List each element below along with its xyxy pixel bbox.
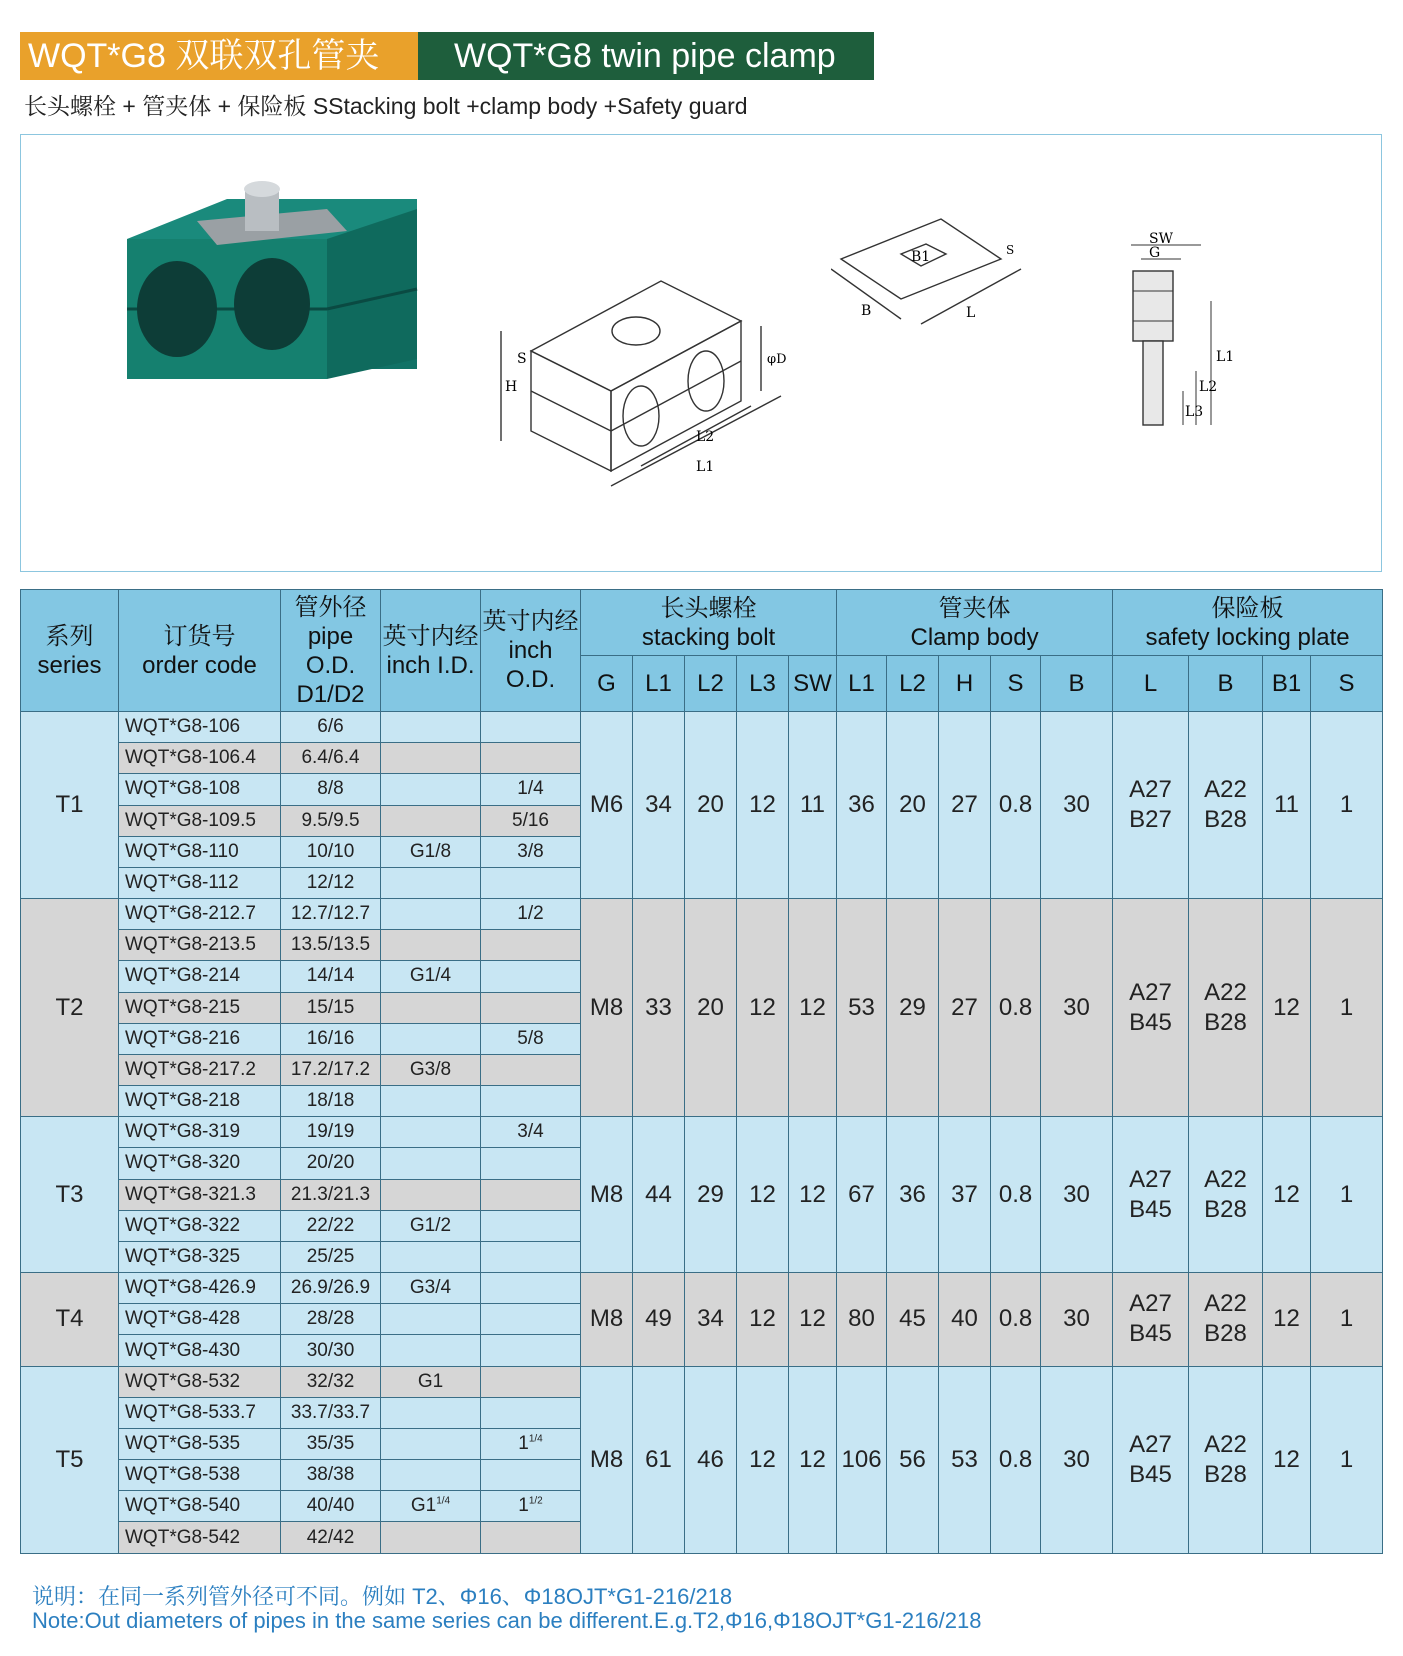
header-pipe-en3: D1/D2 [296, 680, 365, 708]
header-stacking-bolt [581, 590, 837, 656]
series-cell: T4 [21, 1273, 119, 1367]
header-pipe-en2: O.D. [305, 651, 356, 679]
pipe-od-cell: 8/8 [281, 774, 381, 805]
spec-cell-g: M6 [581, 712, 633, 899]
note-english: Note:Out diameters of pipes in the same series can be different.E.g.T2,Φ16,Φ18OJT*G1-216/218 [32, 1608, 982, 1633]
label-l2: L2 [696, 429, 715, 445]
series-cell: T3 [21, 1117, 119, 1273]
inch-od-value: 1/2 [517, 903, 544, 925]
plate-b-cell [1189, 899, 1263, 1117]
plate-b1-cell: 12 [1263, 899, 1311, 1117]
spec-cell-bl2: 20 [685, 899, 737, 1117]
spec-cell-bl3: 12 [737, 1366, 789, 1553]
spec-cell-sw: 12 [789, 899, 837, 1117]
spec-cell-h: 37 [939, 1117, 991, 1273]
label-b1: B1 [911, 249, 931, 265]
spec-cell-h: 53 [939, 1366, 991, 1553]
inch-od-cell [481, 1366, 581, 1397]
order-code-cell: WQT*G8-426.9 [119, 1273, 281, 1304]
label-bolt-l2: L2 [1199, 379, 1218, 395]
pipe-od-cell: 22/22 [281, 1210, 381, 1241]
subheader-plate-b1: B1 [1263, 656, 1311, 712]
spec-cell-bl1: 34 [633, 712, 685, 899]
pipe-od-cell: 33.7/33.7 [281, 1397, 381, 1428]
order-code-cell: WQT*G8-319 [119, 1117, 281, 1148]
spec-cell-b: 30 [1041, 1366, 1113, 1553]
order-code-cell: WQT*G8-320 [119, 1148, 281, 1179]
subheader-plate-l: L [1113, 656, 1189, 712]
header-id-en: inch I.D. [386, 651, 475, 679]
series-cell: T5 [21, 1366, 119, 1553]
spec-cell-s: 0.8 [991, 712, 1041, 899]
header-series [21, 590, 119, 712]
inch-id-cell [381, 899, 481, 930]
pipe-od-cell: 30/30 [281, 1335, 381, 1366]
header-plate-en: safety locking plate [1145, 623, 1350, 651]
spec-cell-bl2: 20 [685, 712, 737, 899]
clamp-photo [117, 179, 427, 409]
plate-b-b: B28 [1204, 1195, 1247, 1223]
inch-od-cell [481, 1148, 581, 1179]
inch-od-value: 3/4 [517, 1121, 544, 1143]
inch-id-cell [381, 1148, 481, 1179]
subheader-body-h: H [939, 656, 991, 712]
title-english: WQT*G8 twin pipe clamp [418, 32, 874, 80]
plate-l-b: B45 [1129, 1008, 1172, 1036]
inch-od-cell [481, 1086, 581, 1117]
spec-cell-h: 27 [939, 712, 991, 899]
inch-id-cell [381, 1117, 481, 1148]
inch-id-cell [381, 836, 481, 867]
order-code-cell: WQT*G8-321.3 [119, 1179, 281, 1210]
inch-id-cell [381, 1273, 481, 1304]
plate-b1-cell: 12 [1263, 1273, 1311, 1367]
inch-id-cell [381, 805, 481, 836]
inch-od-fraction: 1/2 [528, 1496, 543, 1508]
spec-cell-bl1: 49 [633, 1273, 685, 1367]
pipe-od-cell: 18/18 [281, 1086, 381, 1117]
plate-l-a: A27 [1129, 978, 1172, 1006]
inch-id-value: G1 [410, 1495, 437, 1517]
inch-id-cell [381, 1397, 481, 1428]
header-order-code [119, 590, 281, 712]
table-row [21, 1273, 1383, 1304]
pipe-od-cell: 6.4/6.4 [281, 743, 381, 774]
product-figure-panel [20, 134, 1382, 572]
header-body-cn: 管夹体 [938, 594, 1011, 622]
title-chinese: WQT*G8 双联双孔管夹 [20, 32, 418, 80]
plate-l-a: A27 [1129, 776, 1172, 804]
inch-od-fraction: 1/4 [528, 1433, 543, 1445]
inch-id-value: G1 [417, 1370, 444, 1392]
inch-od-cell [481, 1179, 581, 1210]
inch-id-cell [381, 992, 481, 1023]
plate-l-cell [1113, 1273, 1189, 1367]
plate-b-b: B28 [1204, 1320, 1247, 1348]
pipe-od-cell: 35/35 [281, 1428, 381, 1459]
bolt-drawing [1121, 231, 1251, 441]
inch-od-cell [481, 899, 581, 930]
inch-id-cell [381, 1428, 481, 1459]
plate-b-a: A22 [1204, 1165, 1247, 1193]
pipe-od-cell: 10/10 [281, 836, 381, 867]
inch-id-cell [381, 1460, 481, 1491]
spec-cell-cl1: 53 [837, 899, 887, 1117]
spec-cell-cl1: 36 [837, 712, 887, 899]
inch-od-cell [481, 1491, 581, 1522]
subheader-bolt-l3: L3 [737, 656, 789, 712]
subheader-bolt-l2: L2 [685, 656, 737, 712]
spec-cell-b: 30 [1041, 712, 1113, 899]
subheader-body-l2: L2 [887, 656, 939, 712]
inch-od-cell [481, 1460, 581, 1491]
spec-cell-cl2: 29 [887, 899, 939, 1117]
spec-cell-bl2: 29 [685, 1117, 737, 1273]
subheader-bolt-l1: L1 [633, 656, 685, 712]
inch-od-value: 1 [518, 1495, 529, 1517]
spec-cell-g: M8 [581, 1273, 633, 1367]
label-bolt-l1: L1 [1216, 349, 1235, 365]
spec-cell-sw: 12 [789, 1273, 837, 1367]
inch-id-value: G1/2 [409, 1214, 452, 1236]
spec-cell-bl3: 12 [737, 899, 789, 1117]
inch-od-cell [481, 1273, 581, 1304]
inch-od-cell [481, 1397, 581, 1428]
inch-id-cell [381, 1366, 481, 1397]
order-code-cell: WQT*G8-540 [119, 1491, 281, 1522]
table-row [21, 899, 1383, 930]
order-code-cell: WQT*G8-109.5 [119, 805, 281, 836]
spec-cell-cl2: 20 [887, 712, 939, 899]
label-l: L [966, 305, 976, 321]
table-row [21, 712, 1383, 743]
plate-l-a: A27 [1129, 1430, 1172, 1458]
inch-od-cell [481, 992, 581, 1023]
order-code-cell: WQT*G8-108 [119, 774, 281, 805]
pipe-od-cell: 21.3/21.3 [281, 1179, 381, 1210]
spec-cell-bl3: 12 [737, 712, 789, 899]
inch-od-value: 3/8 [517, 840, 544, 862]
spec-cell-bl1: 44 [633, 1117, 685, 1273]
spec-cell-b: 30 [1041, 899, 1113, 1117]
table-row [21, 1117, 1383, 1148]
order-code-cell: WQT*G8-215 [119, 992, 281, 1023]
inch-id-cell [381, 1179, 481, 1210]
spec-cell-cl1: 106 [837, 1366, 887, 1553]
spec-cell-sw: 12 [789, 1117, 837, 1273]
header-pipe-od [281, 590, 381, 712]
inch-od-cell [481, 805, 581, 836]
label-phi-d: φD [767, 352, 787, 367]
spec-cell-bl1: 33 [633, 899, 685, 1117]
order-code-cell: WQT*G8-533.7 [119, 1397, 281, 1428]
inch-id-fraction: 1/4 [436, 1496, 451, 1508]
inch-od-cell [481, 961, 581, 992]
inch-id-cell [381, 961, 481, 992]
plate-l-cell [1113, 712, 1189, 899]
inch-id-cell [381, 1210, 481, 1241]
inch-id-cell [381, 1335, 481, 1366]
label-sw: SW [1149, 231, 1173, 247]
order-code-cell: WQT*G8-325 [119, 1241, 281, 1272]
pipe-od-cell: 13.5/13.5 [281, 930, 381, 961]
pipe-od-cell: 26.9/26.9 [281, 1273, 381, 1304]
spec-cell-sw: 11 [789, 712, 837, 899]
inch-od-cell [481, 867, 581, 898]
inch-id-value: G1/8 [409, 840, 452, 862]
pipe-od-cell: 9.5/9.5 [281, 805, 381, 836]
subtitle: 长头螺栓 + 管夹体 + 保险板 SStacking bolt +clamp body +Safety guard [24, 93, 748, 119]
order-code-cell: WQT*G8-532 [119, 1366, 281, 1397]
header-bolt-cn: 长头螺栓 [660, 594, 757, 622]
plate-s-cell: 1 [1311, 712, 1383, 899]
subheader-body-l1: L1 [837, 656, 887, 712]
header-series-en: series [37, 651, 102, 679]
inch-id-cell [381, 930, 481, 961]
inch-od-cell [481, 1428, 581, 1459]
inch-od-value: 5/8 [517, 1027, 544, 1049]
plate-b-a: A22 [1204, 1290, 1247, 1318]
label-l1: L1 [696, 459, 715, 475]
order-code-cell: WQT*G8-110 [119, 836, 281, 867]
inch-od-value: 1/4 [517, 778, 544, 800]
inch-od-cell [481, 1522, 581, 1554]
plate-l-b: B45 [1129, 1195, 1172, 1223]
order-code-cell: WQT*G8-106.4 [119, 743, 281, 774]
order-code-cell: WQT*G8-542 [119, 1522, 281, 1554]
pipe-od-cell: 32/32 [281, 1366, 381, 1397]
order-code-cell: WQT*G8-216 [119, 1023, 281, 1054]
inch-od-cell [481, 1335, 581, 1366]
spec-cell-s: 0.8 [991, 899, 1041, 1117]
spec-cell-b: 30 [1041, 1273, 1113, 1367]
plate-s-cell: 1 [1311, 1366, 1383, 1553]
order-code-cell: WQT*G8-538 [119, 1460, 281, 1491]
header-inch-id [381, 590, 481, 712]
inch-od-cell [481, 1054, 581, 1085]
inch-od-cell [481, 930, 581, 961]
inch-id-cell [381, 1522, 481, 1554]
inch-od-cell [481, 1023, 581, 1054]
header-od-cn: 英寸内经 [482, 608, 579, 635]
plate-b-b: B28 [1204, 1008, 1247, 1036]
pipe-od-cell: 15/15 [281, 992, 381, 1023]
pipe-od-cell: 17.2/17.2 [281, 1054, 381, 1085]
header-pipe-cn: 管外径 [294, 593, 367, 621]
plate-l-cell [1113, 1117, 1189, 1273]
pipe-od-cell: 25/25 [281, 1241, 381, 1272]
inch-od-value: 1 [518, 1433, 529, 1455]
series-cell: T2 [21, 899, 119, 1117]
inch-id-value: G3/8 [409, 1058, 452, 1080]
pipe-od-cell: 28/28 [281, 1304, 381, 1335]
order-code-cell: WQT*G8-322 [119, 1210, 281, 1241]
pipe-od-cell: 38/38 [281, 1460, 381, 1491]
plate-l-cell [1113, 899, 1189, 1117]
pipe-od-cell: 20/20 [281, 1148, 381, 1179]
spec-table [20, 589, 1383, 1554]
plate-l-a: A27 [1129, 1165, 1172, 1193]
clamp-drawing [491, 271, 811, 511]
spec-cell-h: 40 [939, 1273, 991, 1367]
header-clamp-body [837, 590, 1113, 656]
order-code-cell: WQT*G8-217.2 [119, 1054, 281, 1085]
inch-od-cell [481, 712, 581, 743]
spec-cell-cl1: 67 [837, 1117, 887, 1273]
header-safety-plate [1113, 590, 1383, 656]
spec-cell-s: 0.8 [991, 1117, 1041, 1273]
inch-id-cell [381, 743, 481, 774]
label-s: S [517, 351, 527, 367]
subheader-body-s: S [991, 656, 1041, 712]
plate-b-b: B28 [1204, 1460, 1247, 1488]
spec-cell-cl1: 80 [837, 1273, 887, 1367]
inch-od-value: 5/16 [512, 809, 549, 831]
subheader-body-b: B [1041, 656, 1113, 712]
inch-id-value: G3/4 [409, 1277, 452, 1299]
spec-cell-s: 0.8 [991, 1366, 1041, 1553]
spec-cell-bl1: 61 [633, 1366, 685, 1553]
spec-cell-s: 0.8 [991, 1273, 1041, 1367]
plate-s-cell: 1 [1311, 1273, 1383, 1367]
inch-od-cell [481, 1210, 581, 1241]
order-code-cell: WQT*G8-428 [119, 1304, 281, 1335]
order-code-cell: WQT*G8-218 [119, 1086, 281, 1117]
inch-id-cell [381, 712, 481, 743]
spec-table-body [21, 712, 1383, 1554]
inch-id-cell [381, 1491, 481, 1522]
plate-b1-cell: 12 [1263, 1366, 1311, 1553]
plate-b-cell [1189, 1366, 1263, 1553]
subheader-bolt-g: G [581, 656, 633, 712]
header-body-en: Clamp body [910, 623, 1039, 651]
plate-b-b: B28 [1204, 806, 1247, 834]
plate-l-cell [1113, 1366, 1189, 1553]
header-code-cn: 订货号 [163, 622, 236, 650]
spec-cell-bl3: 12 [737, 1273, 789, 1367]
spec-cell-b: 30 [1041, 1117, 1113, 1273]
plate-drawing [831, 209, 1051, 349]
header-series-cn: 系列 [45, 622, 94, 650]
plate-b-cell [1189, 712, 1263, 899]
spec-cell-cl2: 36 [887, 1117, 939, 1273]
label-g: G [1149, 245, 1161, 261]
spec-cell-g: M8 [581, 1117, 633, 1273]
spec-cell-bl2: 34 [685, 1273, 737, 1367]
header-pipe-en1: pipe [307, 622, 354, 650]
inch-id-cell [381, 774, 481, 805]
header-od-en1: inch [508, 637, 553, 664]
order-code-cell: WQT*G8-430 [119, 1335, 281, 1366]
inch-id-cell [381, 1023, 481, 1054]
inch-od-cell [481, 1304, 581, 1335]
header-plate-cn: 保险板 [1211, 594, 1284, 622]
pipe-od-cell: 14/14 [281, 961, 381, 992]
pipe-od-cell: 40/40 [281, 1491, 381, 1522]
plate-b-a: A22 [1204, 776, 1247, 804]
plate-b1-cell: 11 [1263, 712, 1311, 899]
header-id-cn: 英寸内经 [382, 622, 479, 650]
plate-l-b: B27 [1129, 806, 1172, 834]
inch-od-cell [481, 1117, 581, 1148]
label-plate-s: S [1006, 243, 1015, 257]
plate-b-cell [1189, 1117, 1263, 1273]
pipe-od-cell: 12/12 [281, 867, 381, 898]
inch-od-cell [481, 1241, 581, 1272]
header-bolt-en: stacking bolt [641, 623, 776, 651]
plate-s-cell: 1 [1311, 899, 1383, 1117]
label-bolt-l3: L3 [1185, 404, 1204, 420]
pipe-od-cell: 12.7/12.7 [281, 899, 381, 930]
plate-b1-cell: 12 [1263, 1117, 1311, 1273]
order-code-cell: WQT*G8-214 [119, 961, 281, 992]
plate-b-a: A22 [1204, 978, 1247, 1006]
spec-cell-g: M8 [581, 1366, 633, 1553]
pipe-od-cell: 6/6 [281, 712, 381, 743]
inch-od-cell [481, 836, 581, 867]
header-code-en: order code [142, 651, 257, 679]
note-chinese: 说明：在同一系列管外径可不同。例如 T2、Φ16、Φ18OJT*G1-216/218 [32, 1584, 733, 1609]
spec-cell-h: 27 [939, 899, 991, 1117]
subheader-plate-b: B [1189, 656, 1263, 712]
plate-s-cell: 1 [1311, 1117, 1383, 1273]
label-b: B [861, 303, 872, 319]
inch-id-cell [381, 1241, 481, 1272]
inch-id-cell [381, 867, 481, 898]
plate-l-b: B45 [1129, 1460, 1172, 1488]
pipe-od-cell: 16/16 [281, 1023, 381, 1054]
table-row [21, 1366, 1383, 1397]
inch-id-cell [381, 1304, 481, 1335]
header-inch-od [481, 590, 581, 712]
inch-od-cell [481, 774, 581, 805]
plate-l-b: B45 [1129, 1320, 1172, 1348]
spec-cell-g: M8 [581, 899, 633, 1117]
spec-cell-cl2: 56 [887, 1366, 939, 1553]
spec-cell-cl2: 45 [887, 1273, 939, 1367]
pipe-od-cell: 42/42 [281, 1522, 381, 1554]
pipe-od-cell: 19/19 [281, 1117, 381, 1148]
header-od-en2: O.D. [505, 666, 556, 693]
order-code-cell: WQT*G8-535 [119, 1428, 281, 1459]
subheader-plate-s: S [1311, 656, 1383, 712]
order-code-cell: WQT*G8-106 [119, 712, 281, 743]
spec-cell-bl3: 12 [737, 1117, 789, 1273]
inch-id-cell [381, 1086, 481, 1117]
spec-cell-sw: 12 [789, 1366, 837, 1553]
order-code-cell: WQT*G8-112 [119, 867, 281, 898]
inch-id-value: G1/4 [409, 965, 452, 987]
spec-cell-bl2: 46 [685, 1366, 737, 1553]
subheader-bolt-sw: SW [789, 656, 837, 712]
plate-b-a: A22 [1204, 1430, 1247, 1458]
series-cell: T1 [21, 712, 119, 899]
label-h: H [505, 379, 518, 395]
inch-od-cell [481, 743, 581, 774]
inch-id-cell [381, 1054, 481, 1085]
order-code-cell: WQT*G8-213.5 [119, 930, 281, 961]
plate-l-a: A27 [1129, 1290, 1172, 1318]
plate-b-cell [1189, 1273, 1263, 1367]
order-code-cell: WQT*G8-212.7 [119, 899, 281, 930]
